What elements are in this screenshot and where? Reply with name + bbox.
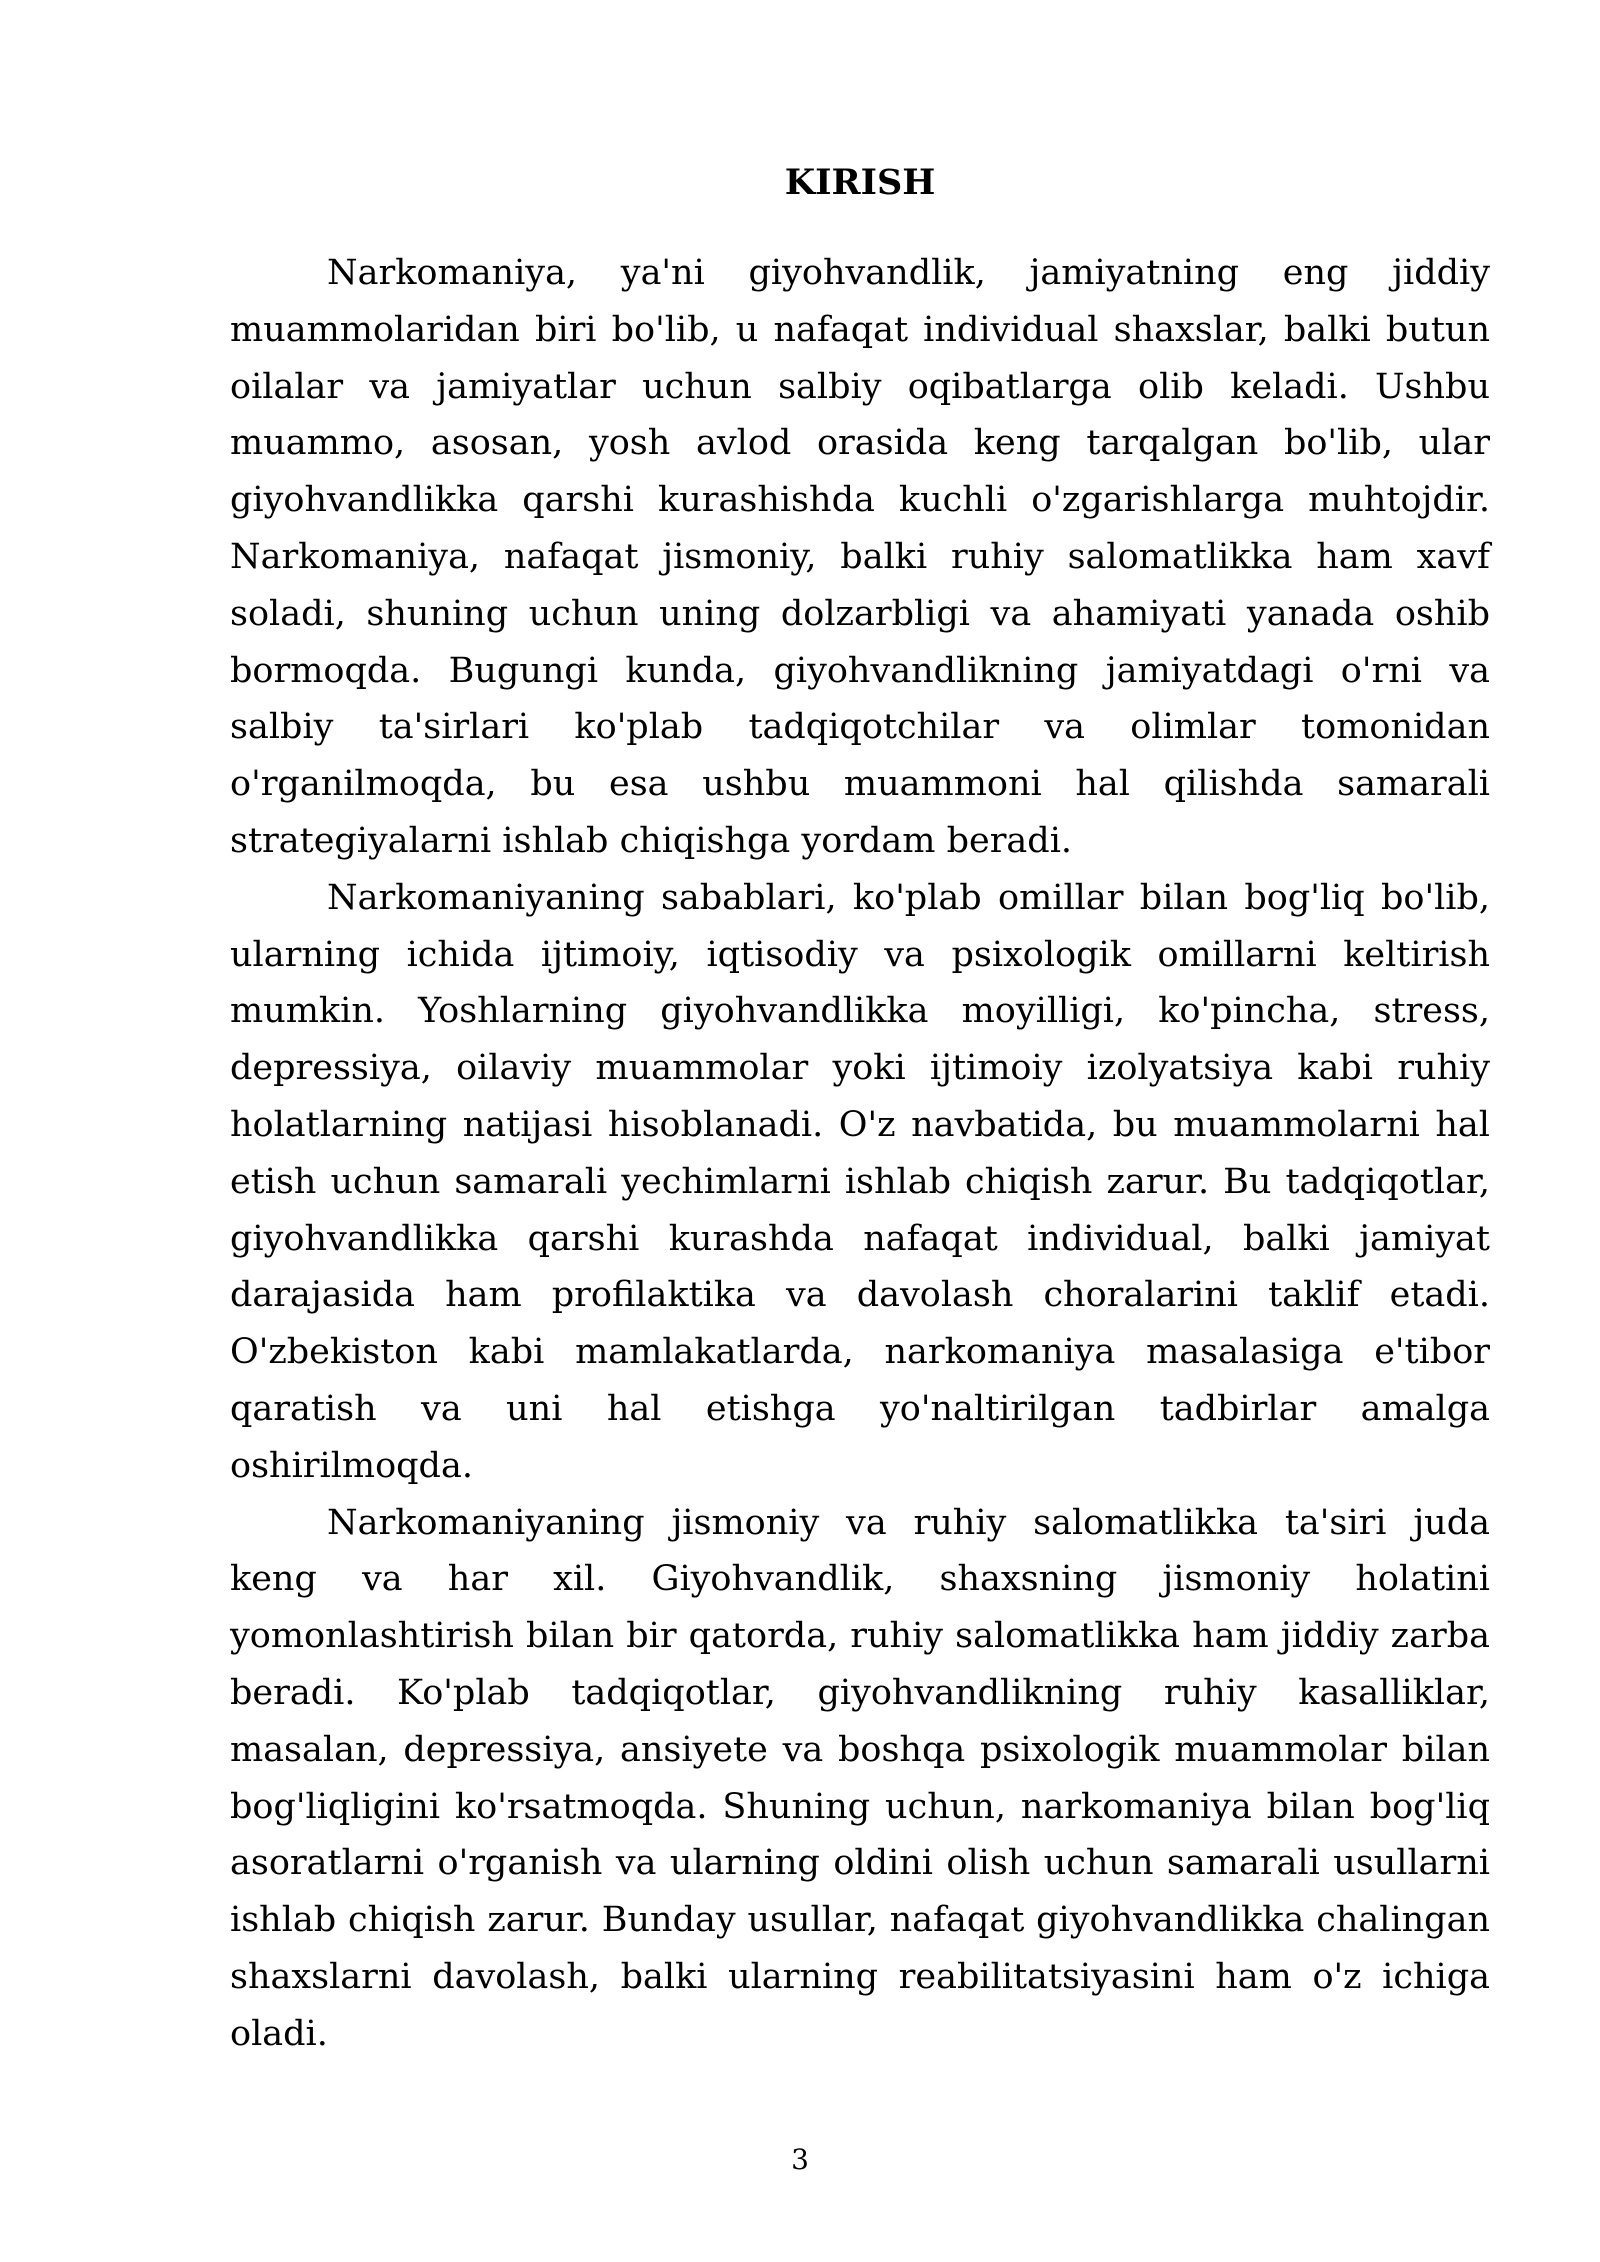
section-heading: KIRISH <box>784 162 936 203</box>
body-text <box>230 245 1490 2063</box>
page-number: 3 <box>791 2143 809 2176</box>
paragraph-3: Narkomaniyaning jismoniy va ruhiy salomatlikka ta'siri juda keng va har xil. Giyohvandlik, shaxsning jismoniy holatini yomonlashtirish bilan bir qatorda, ruhiy salomatlikka ham jiddiy zarba beradi. Ko'plab tadqiqotlar, giyohvandlikning ruhiy kasalliklar, masalan, depressiya, ansiyete va boshqa psixologik muammolar bilan bog'liqligini ko'rsatmoqda. Shuning uchun, narkomaniya bilan bog'liq asoratlarni o'rganish va ularning oldini olish uchun samarali usullarni ishlab chiqish zarur. Bunday usullar, nafaqat giyohvandlikka chalingan shaxslarni davolash, balki ularning reabilitatsiyasini ham o'z ichiga oladi. <box>230 1502 1490 2054</box>
paragraph-2: Narkomaniyaning sabablari, ko'plab omillar bilan bog'liq bo'lib, ularning ichida ijtimoiy, iqtisodiy va psixologik omillarni keltirish mumkin. Yoshlarning giyohvandlikka moyilligi, ko'pincha, stress, depressiya, oilaviy muammolar yoki ijtimoiy izolyatsiya kabi ruhiy holatlarning natijasi hisoblanadi. O'z navbatida, bu muammolarni hal etish uchun samarali yechimlarni ishlab chiqish zarur. Bu tadqiqotlar, giyohvandlikka qarshi kurashda nafaqat individual, balki jamiyat darajasida ham profilaktika va davolash choralarini taklif etadi. O'zbekiston kabi mamlakatlarda, narkomaniya masalasiga e'tibor qaratish va uni hal etishga yo'naltirilgan tadbirlar amalga oshirilmoqda. <box>230 877 1490 1486</box>
paragraph-1: Narkomaniya, ya'ni giyohvandlik, jamiyatning eng jiddiy muammolaridan biri bo'lib, u nafaqat individual shaxslar, balki butun oilalar va jamiyatlar uchun salbiy oqibatlarga olib keladi. Ushbu muammo, asosan, yosh avlod orasida keng tarqalgan bo'lib, ular giyohvandlikka qarshi kurashishda kuchli o'zgarishlarga muhtojdir. Narkomaniya, nafaqat jismoniy, balki ruhiy salomatlikka ham xavf soladi, shuning uchun uning dolzarbligi va ahamiyati yanada oshib bormoqda. Bugungi kunda, giyohvandlikning jamiyatdagi o'rni va salbiy ta'sirlari ko'plab tadqiqotchilar va olimlar tomonidan o'rganilmoqda, bu esa ushbu muammoni hal qilishda samarali strategiyalarni ishlab chiqishga yordam beradi. <box>230 253 1490 861</box>
